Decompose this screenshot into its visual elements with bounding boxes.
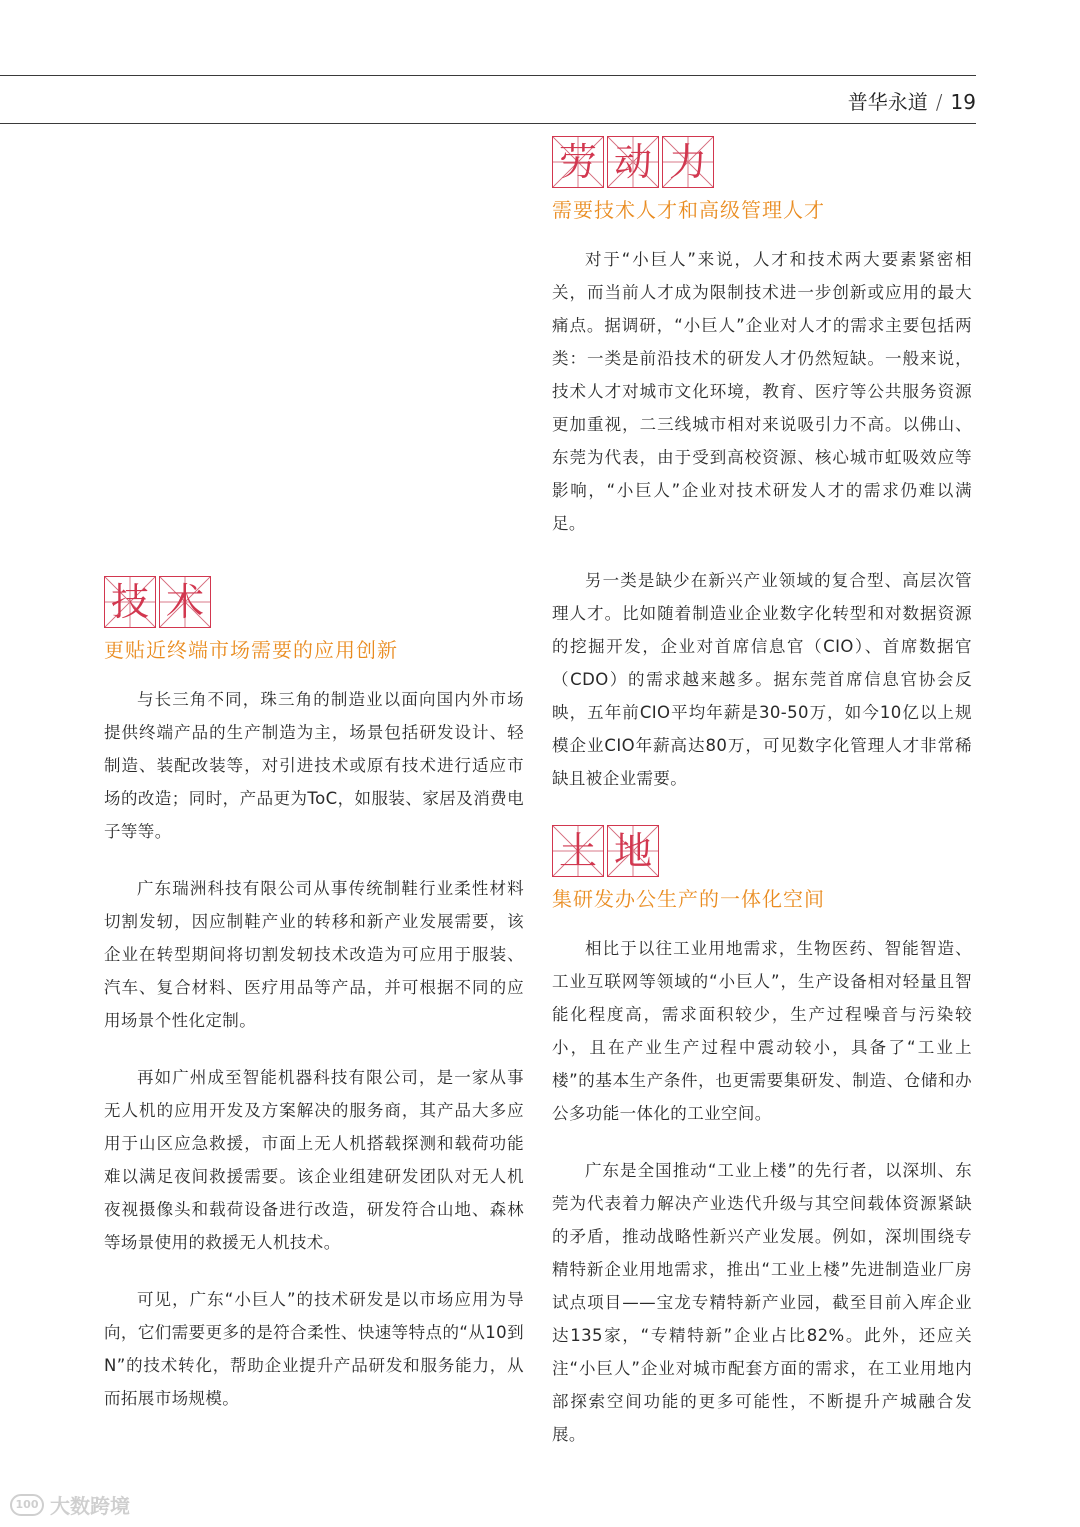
body-paragraph: 与长三角不同，珠三角的制造业以面向国内外市场提供终端产品的生产制造为主，场景包括研发设计、轻制造、装配改装等，对引进技术或原有技术进行适应市场的改造；同时，产品更为ToC，如服装、家居及消费电子等等。 (104, 690, 524, 841)
left-column (104, 576, 524, 1439)
section-labor-title-badge (552, 136, 972, 188)
watermark-logo-icon: 100 (10, 1494, 44, 1516)
title-grid-char: 劳 (552, 136, 604, 188)
title-grid-char: 地 (607, 825, 659, 877)
body-paragraph: 可见，广东“小巨人”的技术研发是以市场应用为导向，它们需要更多的是符合柔性、快速等特点的“从10到N”的技术转化，帮助企业提升产品研发和服务能力，从而拓展市场规模。 (104, 1290, 524, 1408)
section-tech-title-badge (104, 576, 524, 628)
body-paragraph: 另一类是缺少在新兴产业领域的复合型、高层次管理人才。比如随着制造业企业数字化转型和对数据资源的挖掘开发，企业对首席信息官（CIO）、首席数据官（CDO）的需求越来越多。据东莞首席信息官协会反映，五年前CIO平均年薪是30-50万，如今10亿以上规模企业CIO年薪高达80万，可见数字化管理人才非常稀缺且被企业需要。 (552, 571, 972, 788)
publication-name: 普华永道 (847, 90, 928, 114)
body-paragraph: 对于“小巨人”来说，人才和技术两大要素紧密相关，而当前人才成为限制技术进一步创新或应用的最大痛点。据调研，“小巨人”企业对人才的需求主要包括两类：一类是前沿技术的研发人才仍然短缺。一般来说，技术人才对城市文化环境，教育、医疗等公共服务资源更加重视，二三线城市相对来说吸引力不高。以佛山、东莞为代表，由于受到高校资源、核心城市虹吸效应等影响，“小巨人”企业对技术研发人才的需求仍难以满足。 (552, 250, 972, 533)
title-grid-char: 动 (607, 136, 659, 188)
section-land-title-badge (552, 825, 972, 877)
section-land (552, 825, 972, 1451)
right-column (552, 136, 972, 1475)
body-paragraph: 再如广州成至智能机器科技有限公司，是一家从事无人机的应用开发及方案解决的服务商，其产品大多应用于山区应急救援，市面上无人机搭载探测和载荷功能难以满足夜间救援需要。该企业组建研发团队对无人机夜视摄像头和载荷设备进行改造，研发符合山地、森林等场景使用的救援无人机技术。 (104, 1068, 524, 1252)
section-land-subtitle: 集研发办公生产的一体化空间 (552, 887, 825, 911)
title-grid-char: 术 (159, 576, 211, 628)
body-paragraph: 相比于以往工业用地需求，生物医药、智能智造、工业互联网等领域的“小巨人”，生产设备相对轻量且智能化程度高，需求面积较少，生产过程噪音与污染较小，且在产业生产过程中震动较小，具备了“工业上楼”的基本生产条件，也更需要集研发、制造、仓储和办公多功能一体化的工业空间。 (552, 939, 972, 1123)
section-labor-subtitle: 需要技术人才和高级管理人才 (552, 198, 825, 222)
header-bottom-rule (0, 123, 976, 124)
header-separator: / (935, 90, 943, 114)
body-paragraph: 广东是全国推动“工业上楼”的先行者，以深圳、东莞为代表着力解决产业迭代升级与其空间载体资源紧缺的矛盾，推动战略性新兴产业发展。例如，深圳围绕专精特新企业用地需求，推出“工业上楼”先进制造业厂房试点项目——宝龙专精特新产业园，截至目前入库企业达135家，“专精特新”企业占比82%。此外，还应关注“小巨人”企业对城市配套方面的需求，在工业用地内部探索空间功能的更多可能性，不断提升产城融合发展。 (552, 1161, 972, 1444)
watermark-text: 大数跨境 (50, 1494, 130, 1518)
body-paragraph: 广东瑞洲科技有限公司从事传统制鞋行业柔性材料切割发轫，因应制鞋产业的转移和新产业发展需要，该企业在转型期间将切割发轫技术改造为可应用于服装、汽车、复合材料、医疗用品等产品，并可根据不同的应用场景个性化定制。 (104, 879, 524, 1030)
title-grid-char: 土 (552, 825, 604, 877)
header-top-rule (0, 75, 976, 76)
section-tech (104, 576, 524, 1415)
section-labor (552, 136, 972, 795)
title-grid-char: 技 (104, 576, 156, 628)
page-header (848, 86, 976, 115)
title-grid-char: 力 (662, 136, 714, 188)
watermark (10, 1490, 130, 1519)
page-number: 19 (950, 90, 976, 114)
section-tech-subtitle: 更贴近终端市场需要的应用创新 (104, 638, 398, 662)
